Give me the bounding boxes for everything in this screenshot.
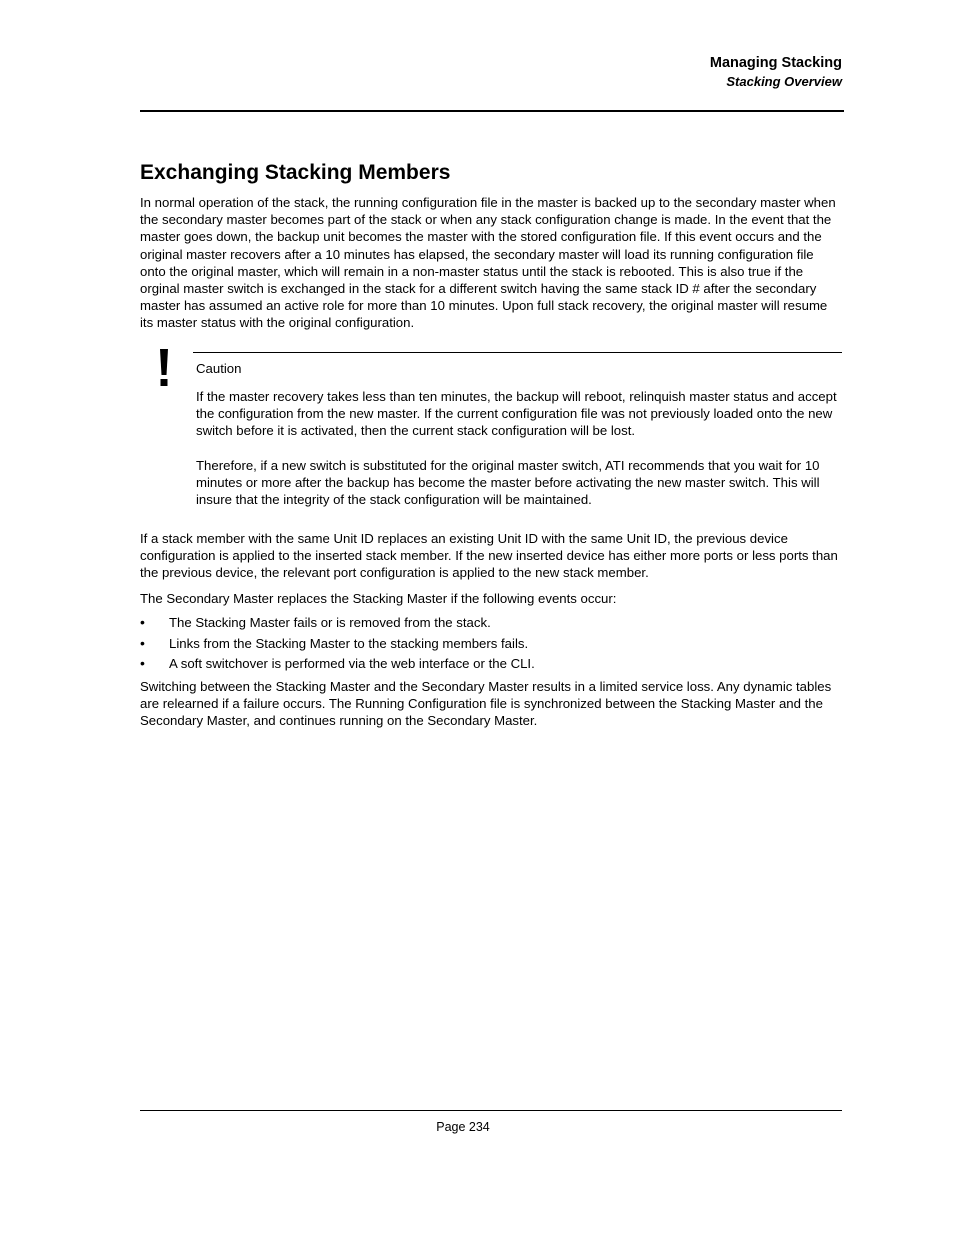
page-number: Page 234 <box>436 1120 490 1134</box>
list-item-text: Links from the Stacking Master to the stacking members fails. <box>169 635 529 651</box>
switching-paragraph: Switching between the Stacking Master and the Secondary Master results in a limited service loss. Any dynamic tables are relearned if a failure occurs. The Running Configuration file is synchronized between the Stacking Master and the Secondary Master, and continues running on the Secondary Master. <box>140 679 832 729</box>
events-list <box>140 614 842 676</box>
list-item <box>140 614 842 635</box>
intro-paragraph: In normal operation of the stack, the running configuration file in the master is backed up to the secondary master when the secondary master becomes part of the stack or when any stack configuration change is made. In the event that the master goes down, the backup unit becomes the master with the stored configuration file. If this event occurs and the original master recovers after a 10 minutes has elapsed, the secondary master will load its running configuration file onto the original master, which will remain in a non-master status until the stack is rebooted. This is also true if the orginal master switch is exchanged in the stack for a different switch having the same stack ID # after the secondary master has assumed an active role for more than 10 minutes. Upon full stack recovery, the original master will resume its master status with the original configuration. <box>140 195 836 331</box>
caution-paragraph: Therefore, if a new switch is substituted for the original master switch, ATI recommends that you wait for 10 minutes or more after the backup has become the master before activating the new master switch. This will insure that the integrity of the stack configuration will be maintained. <box>196 458 820 508</box>
list-item-text: A soft switchover is performed via the web interface or the CLI. <box>169 656 535 672</box>
list-item <box>140 655 842 676</box>
section-title: Stacking Overview <box>726 74 842 89</box>
chapter-title: Managing Stacking <box>709 55 842 71</box>
unit-id-paragraph: If a stack member with the same Unit ID replaces an existing Unit ID with the same Unit ID, the previous device configuration is applied to the inserted stack member. If the new inserted device has either more ports or less ports than the previous device, the relevant port configuration is applied to the new stack member. <box>140 531 838 581</box>
caution-divider <box>193 352 842 353</box>
footer-divider <box>140 1110 842 1111</box>
bullet-icon: • <box>140 614 145 630</box>
bullet-icon: • <box>140 655 145 672</box>
events-intro-paragraph: The Secondary Master replaces the Stacking Master if the following events occur: <box>140 591 617 606</box>
list-item <box>140 635 842 656</box>
header-divider <box>140 110 844 112</box>
caution-paragraph: If the master recovery takes less than ten minutes, the backup will reboot, relinquish master status and accept the configuration from the new master. If the current configuration file was not previously loaded onto the new switch before it is activated, then the current stack configuration will be lost. <box>196 389 837 439</box>
list-item-text: The Stacking Master fails or is removed from the stack. <box>169 615 491 630</box>
section-heading: Exchanging Stacking Members <box>140 161 451 184</box>
caution-label: Caution <box>196 361 242 376</box>
bullet-icon: • <box>140 634 145 651</box>
exclamation-icon <box>159 349 169 387</box>
